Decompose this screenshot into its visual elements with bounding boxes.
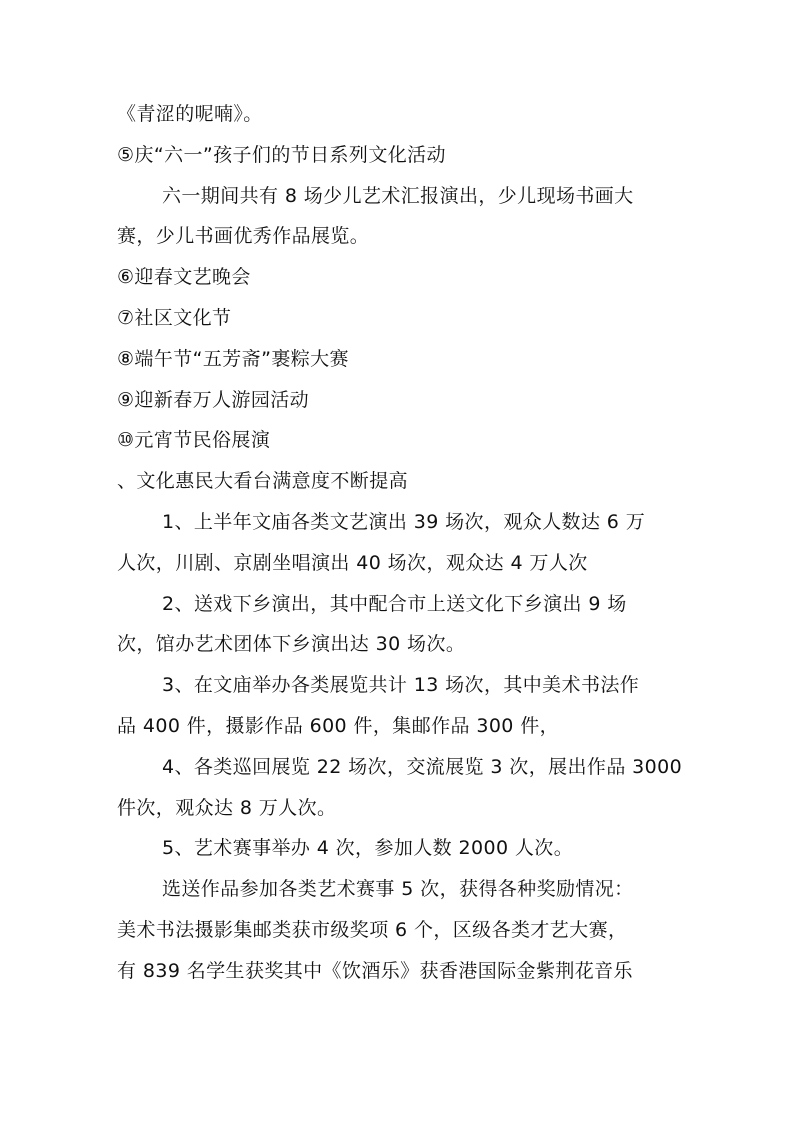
text-line: 人次，川剧、京剧坐唱演出 40 场次，观众达 4 万人次	[117, 551, 588, 574]
text-line: 《青涩的呢喃》。	[117, 103, 263, 125]
text-line: ⑧端午节“五芳斋”裹粽大赛	[117, 347, 349, 370]
text-line: 选送作品参加各类艺术赛事 5 次，获得各种奖励情况：	[162, 878, 634, 901]
text-line: 3、在文庙举办各类展览共计 13 场次，其中美术书法作	[162, 674, 640, 697]
section-heading: 、文化惠民大看台满意度不断提高	[117, 470, 409, 493]
text-line: 5、艺术赛事举办 4 次，参加人数 2000 人次。	[162, 837, 574, 860]
text-line: ⑩元宵节民俗展演	[117, 429, 271, 452]
text-line: 品 400 件，摄影作品 600 件，集邮作品 300 件，	[117, 714, 560, 737]
text-line: 有 839 名学生获奖其中《饮酒乐》获香港国际金紫荆花音乐	[117, 959, 633, 982]
text-line: 2、送戏下乡演出，其中配合市上送文化下乡演出 9 场	[162, 592, 627, 615]
text-line: 次，馆办艺术团体下乡演出达 30 场次。	[117, 633, 466, 656]
text-line: 六一期间共有 8 场少儿艺术汇报演出，少儿现场书画大	[162, 184, 634, 207]
text-line: ⑤庆“六一”孩子们的节日系列文化活动	[117, 143, 446, 166]
text-line: 赛，少儿书画优秀作品展览。	[117, 225, 370, 248]
text-line: 美术书法摄影集邮类获市级奖项 6 个，区级各类才艺大赛，	[117, 918, 628, 941]
text-line: 4、各类巡回展览 22 场次，交流展览 3 次，展出作品 3000	[162, 755, 683, 778]
text-line: ⑨迎新春万人游园活动	[117, 388, 310, 411]
text-line: 1、上半年文庙各类文艺演出 39 场次，观众人数达 6 万	[162, 510, 646, 533]
document-body	[117, 94, 687, 992]
text-line: ⑦社区文化节	[117, 306, 232, 329]
text-line: 件次，观众达 8 万人次。	[117, 796, 337, 819]
text-line: ⑥迎春文艺晚会	[117, 266, 251, 289]
